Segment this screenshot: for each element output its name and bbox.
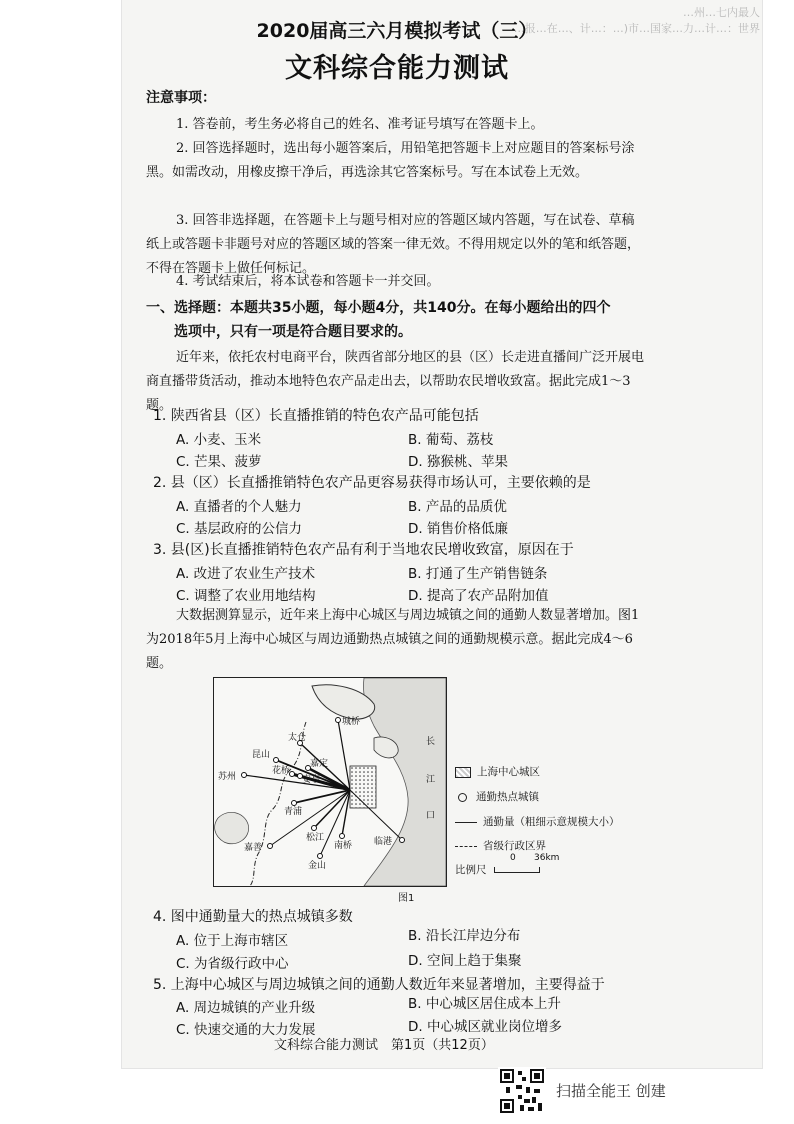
town-label: 花桥 bbox=[272, 766, 291, 776]
figure-caption: 图1 bbox=[398, 893, 415, 904]
map-svg bbox=[214, 678, 446, 886]
question-stem: 4. 图中通勤量大的热点城镇多数 bbox=[153, 909, 353, 925]
question-stem: 1. 陕西省县（区）长直播推销的特色农产品可能包括 bbox=[153, 408, 479, 424]
scale-bar: 比例尺 bbox=[455, 862, 544, 877]
notice-heading: 注意事项： bbox=[146, 90, 216, 106]
question-stem: 5. 上海中心城区与周边城镇之间的通勤人数近年来显著增加，主要得益于 bbox=[153, 977, 605, 993]
option-a: A. 直播者的个人魅力 bbox=[176, 499, 302, 515]
option-c: C. 为省级行政中心 bbox=[176, 956, 289, 972]
river-label: 江 bbox=[426, 775, 436, 785]
central-urban-area bbox=[350, 766, 376, 808]
reading-passage: 近年来，依托农村电商平台，陕西省部分地区的县（区）长走进直播间广泛开展电商直播带货活动，推动本地特色农产品走出去，以帮助农民增收致富。据此完成1～3题。 bbox=[146, 350, 645, 413]
commute-map bbox=[213, 677, 447, 887]
town-label: 昆山 bbox=[252, 750, 271, 760]
legend-town-symbol bbox=[458, 793, 467, 802]
town-label: 南桥 bbox=[334, 841, 353, 851]
legend-line-symbol bbox=[455, 822, 477, 823]
legend-border-symbol bbox=[455, 846, 477, 847]
town-label: 城桥 bbox=[342, 717, 361, 727]
town-label: 安亭 bbox=[302, 775, 321, 785]
section-heading: 一、选择题：本题共35小题，每小题4分，共140分。在每小题给出的四个 选项中，只有一项是符合题目要求的。 bbox=[146, 300, 611, 340]
option-d: D. 空间上趋于集聚 bbox=[408, 953, 522, 969]
notice-item: 1. 答卷前，考生务必将自己的姓名、准考证号填写在答题卡上。 bbox=[176, 117, 544, 132]
option-b: B. 产品的品质优 bbox=[408, 499, 507, 515]
exam-subject: 文科综合能力测试 bbox=[285, 53, 509, 84]
option-b: B. 葡萄、荔枝 bbox=[408, 432, 494, 448]
scale-bar-graphic bbox=[494, 867, 540, 873]
town-label: 嘉善 bbox=[244, 843, 263, 853]
bleed-through-text: …报…在…、计…：…)市…国家…力…计…：世界 bbox=[513, 22, 760, 35]
question-stem: 2. 县（区）长直播推销特色农产品更容易获得市场认可，主要依赖的是 bbox=[153, 475, 591, 491]
option-a: A. 周边城镇的产业升级 bbox=[176, 1000, 316, 1016]
reading-passage: 大数据测算显示，近年来上海中心城区与周边城镇之间的通勤人数显著增加。图1为2018年5月上海中心城区与周边通勤热点城镇之间的通勤规模示意。据此完成4～6题。 bbox=[146, 608, 640, 671]
exam-title: 2020届高三六月模拟考试（三） bbox=[256, 20, 538, 42]
legend-item: 上海中心城区 bbox=[455, 764, 540, 779]
option-d: D. 猕猴桃、苹果 bbox=[408, 454, 508, 470]
page-footer: 文科综合能力测试 第1页（共12页） bbox=[274, 1038, 494, 1053]
option-d: D. 销售价格低廉 bbox=[408, 521, 508, 537]
province-border bbox=[250, 722, 306, 886]
town-label: 松江 bbox=[306, 833, 325, 843]
option-b: B. 中心城区居住成本上升 bbox=[408, 996, 561, 1012]
option-b: B. 打通了生产销售链条 bbox=[408, 566, 548, 582]
legend-urban-swatch bbox=[455, 767, 471, 778]
scale-zero: 0 bbox=[510, 853, 516, 863]
bleed-through-text: …州…七内最人 bbox=[683, 6, 760, 19]
option-b: B. 沿长江岸边分布 bbox=[408, 928, 521, 944]
option-c: C. 调整了农业用地结构 bbox=[176, 588, 316, 604]
lake bbox=[215, 812, 249, 843]
legend-item: 通勤热点城镇 bbox=[455, 789, 539, 804]
option-c: C. 基层政府的公信力 bbox=[176, 521, 303, 537]
option-a: A. 位于上海市辖区 bbox=[176, 933, 289, 949]
town-label: 临港 bbox=[374, 837, 393, 847]
qr-code-icon bbox=[498, 1067, 546, 1115]
option-c: C. 快速交通的大力发展 bbox=[176, 1022, 316, 1038]
town-label: 金山 bbox=[308, 861, 327, 871]
scanner-watermark: 扫描全能王 创建 bbox=[556, 1082, 666, 1100]
town-label: 青浦 bbox=[284, 807, 303, 817]
option-d: D. 中心城区就业岗位增多 bbox=[408, 1019, 562, 1035]
option-a: A. 小麦、玉米 bbox=[176, 432, 262, 448]
scale-value: 36km bbox=[534, 853, 560, 863]
option-c: C. 芒果、菠萝 bbox=[176, 454, 262, 470]
notice-item: 2. 回答选择题时，选出每小题答案后，用铅笔把答题卡上对应题目的答案标号涂黑。如需改动，用橡皮擦干净后，再选涂其它答案标号。写在本试卷上无效。 bbox=[146, 141, 635, 180]
river-label: 口 bbox=[426, 811, 436, 821]
river-label: 长 bbox=[426, 737, 436, 747]
notice-item: 3. 回答非选择题，在答题卡上与题号相对应的答题区域内答题，写在试卷、草稿纸上或答题卡非题号对应的答题区域的答案一律无效。不得用规定以外的笔和纸答题，不得在答题卡上做任何标记。 bbox=[146, 213, 641, 276]
town-label: 嘉定 bbox=[310, 759, 329, 769]
option-a: A. 改进了农业生产技术 bbox=[176, 566, 316, 582]
legend-item: 通勤量（粗细示意规模大小） bbox=[455, 814, 620, 829]
town-label: 苏州 bbox=[218, 772, 237, 782]
town-label: 太仓 bbox=[288, 733, 307, 743]
question-stem: 3. 县(区)长直播推销特色农产品有利于当地农民增收致富，原因在于 bbox=[153, 542, 574, 558]
legend-item: 省级行政区界 bbox=[455, 838, 546, 853]
option-d: D. 提高了农产品附加值 bbox=[408, 588, 549, 604]
notice-item: 4. 考试结束后，将本试卷和答题卡一并交回。 bbox=[176, 274, 440, 289]
